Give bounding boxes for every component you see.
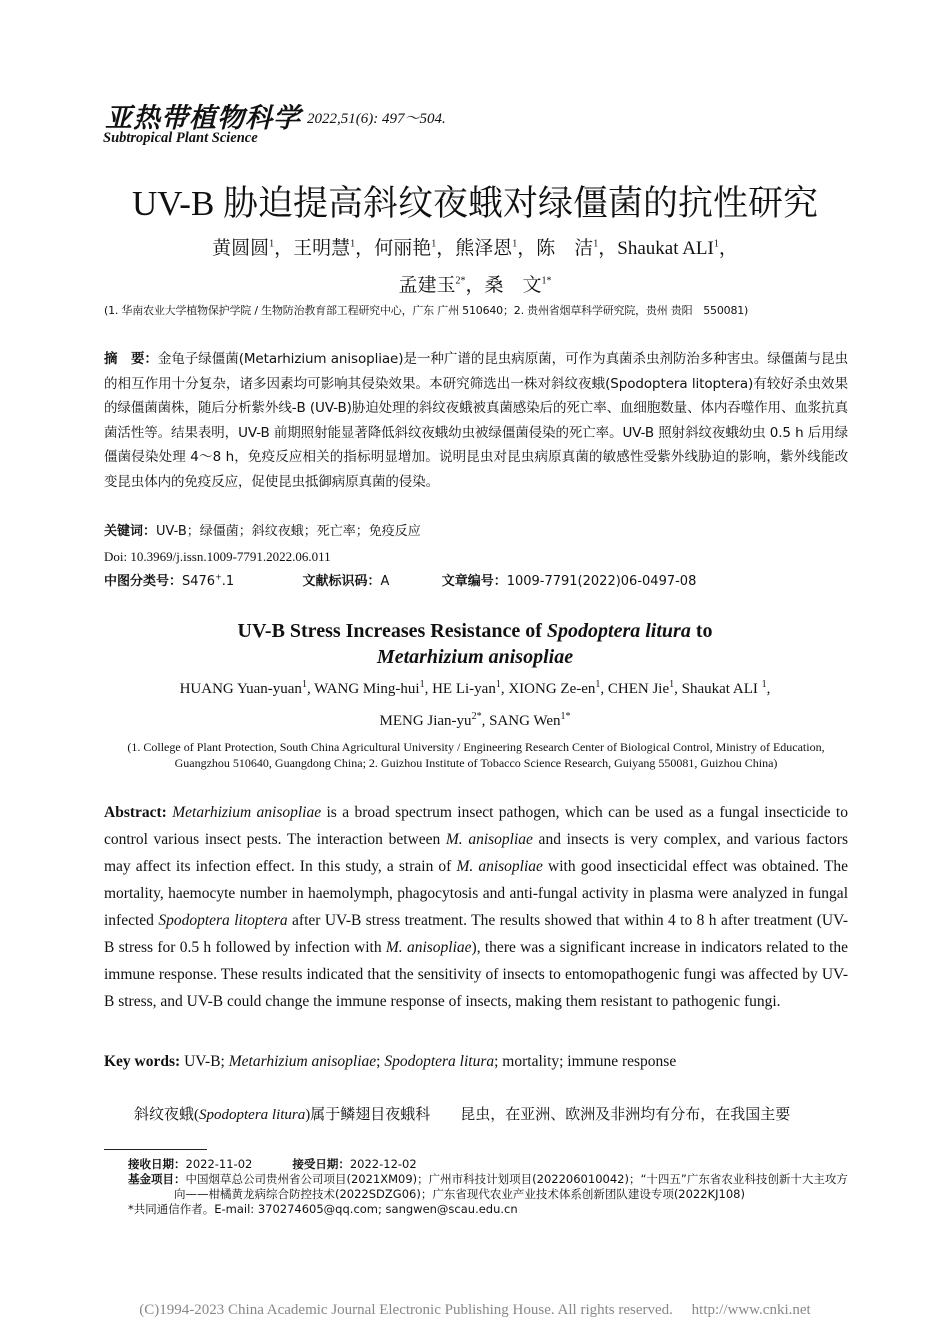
affiliation-cn: (1. 华南农业大学植物保护学院 / 生物防治教育部工程研究中心，广东 广州 510640；2. 贵州省烟草科学研究院，贵州 贵阳 550081) bbox=[104, 304, 749, 317]
journal-logo-cn: 亚热带植物科学 bbox=[105, 103, 301, 134]
author-separator: ， bbox=[355, 238, 375, 259]
author-name: SANG Wen bbox=[489, 713, 561, 729]
accepted-date: 2022-12-02 bbox=[349, 1157, 417, 1171]
abstract-cn-text: 金龟子绿僵菌(Metarhizium anisopliae)是一种广谱的昆虫病原菌，可作为真菌杀虫剂防治多种害虫。绿僵菌与昆虫的相互作用十分复杂，诸多因素均可影响其侵染效果。本研究筛选出一株对斜纹夜蛾(Spodoptera litoptera)有较好杀虫效果的绿僵菌菌株，随后分析紫外线-B (UV-B)胁迫处理的斜纹夜蛾被真菌感染后的死亡率、血细胞数量、体内吞噬作用、血浆抗真菌活性等。结果表明，UV-B 前期照射能显著降低斜纹夜蛾幼虫被绿僵菌侵染的死亡率。UV-B 照射斜纹夜蛾幼虫 0.5 h 后用绿僵菌侵染处理 4～8 h，免疫反应相关的指标明显增加。说明昆虫对昆虫病原真菌的敏感性受紫外线胁迫的影响，紫外线能改变昆虫体内的免疫反应，促使昆虫抵御病原真菌的侵染。 bbox=[104, 351, 848, 490]
author-affil-sup: 2* bbox=[455, 275, 466, 287]
author-separator: ， bbox=[598, 238, 618, 259]
citation: 2022,51(6): 497～504. bbox=[307, 111, 446, 127]
species-name: Spodoptera litura bbox=[384, 1053, 495, 1070]
journal-logo-en: Subtropical Plant Science bbox=[103, 130, 258, 146]
author-name: 熊泽恩 bbox=[455, 238, 513, 259]
abstract-cn-label: 摘 要： bbox=[104, 351, 158, 367]
clc-suffix: .1 bbox=[221, 574, 235, 589]
footnote-rule bbox=[104, 1149, 207, 1150]
author-separator: , bbox=[500, 681, 509, 697]
keywords-en bbox=[104, 1053, 676, 1071]
author-affil-sup: 1 bbox=[350, 238, 356, 250]
clc-value: S476 bbox=[182, 574, 216, 589]
author-name: 陈 洁 bbox=[536, 238, 594, 259]
author-name: CHEN Jie bbox=[607, 681, 670, 697]
abstract-en bbox=[104, 799, 848, 1015]
author-name: 王明慧 bbox=[293, 238, 351, 259]
author-affil-sup: 2* bbox=[471, 711, 482, 722]
species-name: M. anisopliae bbox=[385, 939, 472, 956]
author-separator: , bbox=[674, 681, 682, 697]
species-name: M. anisopliae bbox=[456, 858, 543, 875]
cnki-footer: (C)1994-2023 China Academic Journal Electronic Publishing House. All rights reserved. http://www.cnki.net bbox=[139, 1302, 811, 1318]
keywords-cn bbox=[104, 520, 421, 539]
affiliation-en: (1. College of Plant Protection, South China Agricultural University / Engineering Research Center of Biological Control, Ministry of Education, Guangzhou 510640, Guangdong China; 2. Guizhou Institute of Tobacco Science Research, Guiyang 550081, Guizhou China) bbox=[127, 740, 825, 770]
keywords-cn-label: 关键词： bbox=[104, 524, 157, 539]
title-en-species: Spodoptera litura bbox=[546, 620, 691, 642]
author-affil-sup: 1 bbox=[512, 238, 518, 250]
author-name: HE Li-yan bbox=[432, 681, 496, 697]
author-name: 孟建玉 bbox=[398, 275, 456, 296]
authors-en-line1 bbox=[0, 679, 950, 698]
title-en-plain: UV-B Stress Increases Resistance of bbox=[237, 620, 547, 642]
author-separator: ， bbox=[465, 275, 485, 296]
text-segment: with good insecticidal effect was obtained. The mortality, haemocyte number in haemolymph, phagocytosis and anti-fungal activity in plasma were analyzed in fungal infected bbox=[104, 858, 848, 929]
authors-cn-line2 bbox=[0, 270, 950, 297]
authors-en-line2 bbox=[0, 711, 950, 730]
author-affil-sup: 1 bbox=[431, 238, 437, 250]
author-affil-sup: 1 bbox=[761, 679, 767, 690]
author-name: 桑 文 bbox=[484, 275, 542, 296]
author-separator: , bbox=[600, 681, 608, 697]
text-segment: and insects is very complex, and various factors may affect its infection effect. In this study, a strain of bbox=[104, 831, 849, 875]
author-name: XIONG Ze-en bbox=[508, 681, 596, 697]
author-affil-sup: 1 bbox=[419, 679, 425, 690]
article-no-value: 1009-7791(2022)06-0497-08 bbox=[506, 574, 697, 589]
keywords-cn-text: UV-B；绿僵菌；斜纹夜蛾；死亡率；免疫反应 bbox=[156, 524, 421, 539]
doi: Doi: 10.3969/j.issn.1009-7791.2022.06.011 bbox=[104, 549, 331, 564]
accepted-label: 接受日期： bbox=[292, 1157, 350, 1171]
author-name: HUANG Yuan-yuan bbox=[179, 681, 302, 697]
author-separator: , bbox=[424, 681, 433, 697]
doc-code-label: 文献标识码： bbox=[302, 574, 381, 589]
author-affil-sup: 1 bbox=[495, 679, 501, 690]
author-name: WANG Ming-hui bbox=[314, 681, 420, 697]
fund-line1: 中国烟草总公司贵州省公司项目(2021XM09)；广州市科技计划项目(202206010042)；“十四五”广东省农业科技创新十大主攻方 bbox=[185, 1172, 848, 1186]
title-en-line2 bbox=[0, 646, 950, 669]
fund-label: 基金项目： bbox=[128, 1172, 186, 1186]
title-en-line1 bbox=[0, 620, 950, 643]
article-no-label: 文章编号： bbox=[441, 574, 507, 589]
author-name: Shaukat ALI bbox=[681, 681, 762, 697]
author-separator: , bbox=[766, 681, 771, 697]
author-affil-sup: 1 bbox=[269, 238, 275, 250]
footnote-fund-cont: 向——柑橘黄龙病综合防控技术(2022SDZG06)；广东省现代农业产业技术体系创新团队建设专项(2022KJ108) bbox=[174, 1187, 745, 1201]
title-cn: UV-B 胁迫提高斜纹夜蛾对绿僵菌的抗性研究 bbox=[131, 184, 819, 223]
author-name: Shaukat ALI bbox=[617, 238, 714, 259]
author-affil-sup: 1 bbox=[595, 679, 601, 690]
species-name: Metarhizium anisopliae bbox=[228, 1053, 377, 1070]
text-segment: ; bbox=[376, 1053, 385, 1070]
author-name: 黄圆圆 bbox=[212, 238, 270, 259]
doc-code-value: A bbox=[380, 574, 390, 589]
text-segment: ), there was a significant increase in indicators related to the immune response. These results indicated that the sensitivity of insects to entomopathogenic fungi was affected by UV-B stress, and UV-B could change the immune response of insects, making them resistant to pathogenic fungi. bbox=[104, 939, 849, 1010]
author-separator: ， bbox=[274, 238, 294, 259]
species-name: M. anisopliae bbox=[445, 831, 533, 848]
author-affil-sup: 1 bbox=[301, 679, 307, 690]
title-en-fungus: Metarhizium anisopliae bbox=[376, 646, 574, 668]
classification-line bbox=[104, 570, 848, 589]
author-separator: ， bbox=[517, 238, 537, 259]
author-affil-sup: 1 bbox=[669, 679, 675, 690]
footnote-corresponding: *共同通信作者。E-mail: 370274605@qq.com; sangwen@scau.edu.cn bbox=[128, 1202, 518, 1216]
author-name: MENG Jian-yu bbox=[379, 713, 472, 729]
abstract-cn bbox=[104, 347, 848, 494]
text-segment: after UV-B stress treatment. The results showed that within 4 to 8 h after treatment (UV-B stress for 0.5 h followed by infection with bbox=[104, 912, 849, 956]
footnote-dates bbox=[104, 1157, 849, 1172]
abstract-en-label: Abstract: bbox=[104, 804, 167, 821]
body-first-line bbox=[104, 1103, 848, 1124]
received-date: 2022-11-02 bbox=[185, 1157, 253, 1171]
text-segment: UV-B; bbox=[180, 1053, 229, 1070]
keywords-en-label: Key words: bbox=[104, 1053, 181, 1070]
body-post: )属于鳞翅目夜蛾科 昆虫，在亚洲、欧洲及非洲均有分布，在我国主要 bbox=[305, 1107, 791, 1123]
text-segment: ; mortality; immune response bbox=[494, 1053, 677, 1070]
text-segment: is a broad spectrum insect pathogen, which can be used as a fungal insecticide to control various insect pests. The interaction between bbox=[104, 804, 848, 848]
author-separator: , bbox=[481, 713, 490, 729]
author-affil-sup: 1* bbox=[560, 711, 571, 722]
author-affil-sup: 1* bbox=[541, 275, 552, 287]
species-name: Spodoptera litoptera bbox=[158, 912, 288, 929]
received-label: 接收日期： bbox=[128, 1157, 186, 1171]
clc-label: 中图分类号： bbox=[104, 574, 183, 589]
author-affil-sup: 1 bbox=[593, 238, 599, 250]
authors-cn-line1 bbox=[0, 233, 950, 260]
species-name: Metarhizium anisopliae bbox=[172, 804, 322, 821]
author-separator: ， bbox=[436, 238, 456, 259]
author-name: 何丽艳 bbox=[374, 238, 432, 259]
clc-sup: + bbox=[215, 572, 222, 582]
title-en-tail: to bbox=[690, 620, 713, 642]
abstract-en-text bbox=[104, 804, 848, 1010]
body-pre: 斜纹夜蛾( bbox=[134, 1107, 199, 1123]
author-affil-sup: 1 bbox=[713, 238, 719, 250]
footnote-fund bbox=[104, 1172, 849, 1187]
author-separator: ， bbox=[718, 238, 738, 259]
body-species: Spodoptera litura bbox=[199, 1107, 306, 1123]
author-separator: , bbox=[306, 681, 315, 697]
keywords-en-text bbox=[180, 1053, 676, 1070]
